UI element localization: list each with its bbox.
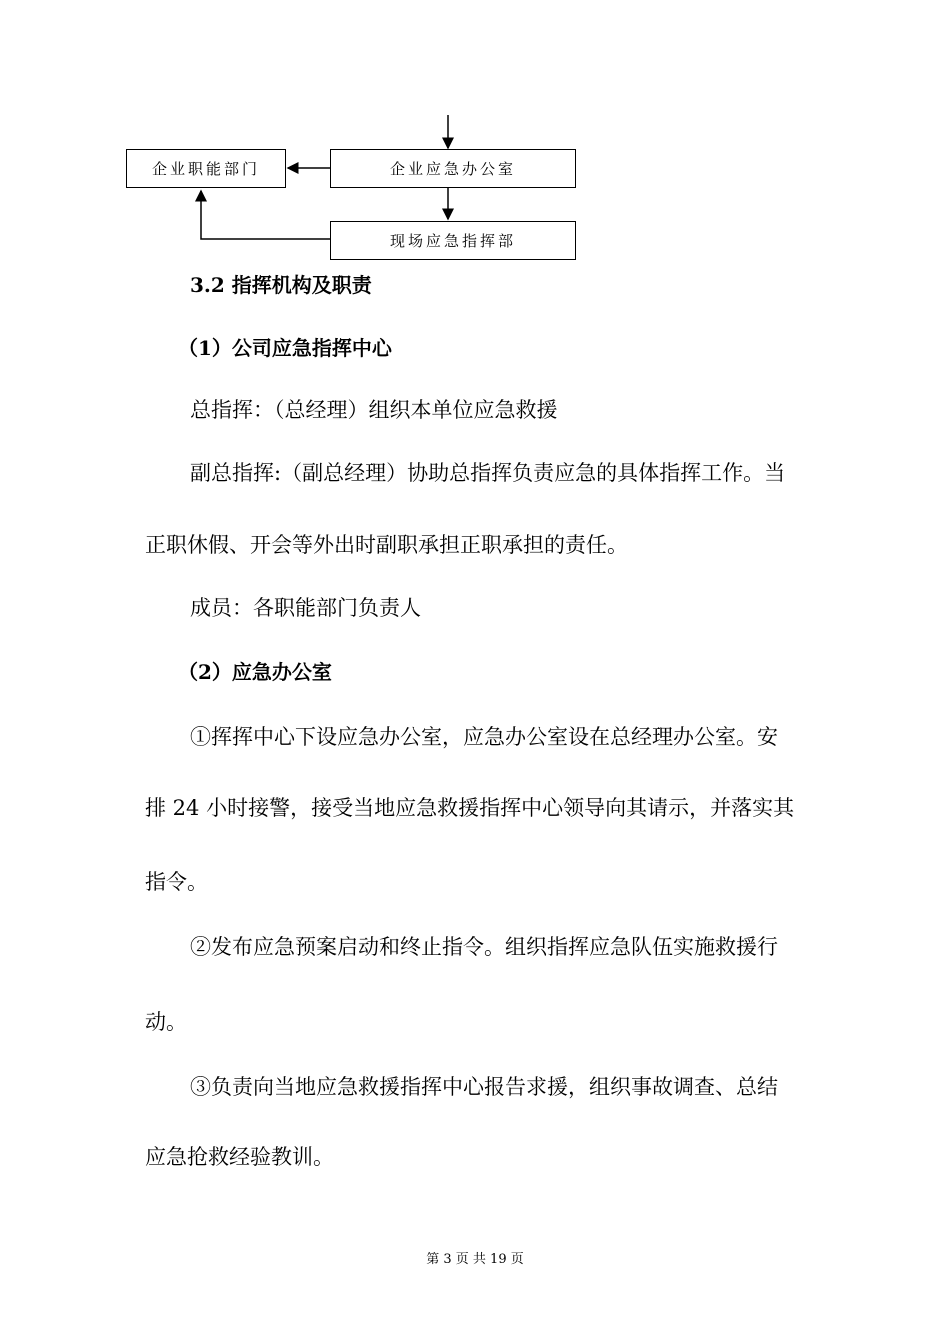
- members-text: 成员：各职能部门负责人: [190, 596, 421, 620]
- deputy-text-line2: 正职休假、开会等外出时副职承担正职承担的责任。: [145, 533, 628, 557]
- deputy-text-line1: 副总指挥:（副总经理）协助总指挥负责应急的具体指挥工作。当: [190, 461, 786, 485]
- subsection-title-2: （2）应急办公室: [178, 660, 332, 684]
- item3-line1: ③负责向当地应急救援指挥中心报告求援，组织事故调查、总结: [190, 1075, 778, 1099]
- box-site-command: 现场应急指挥部: [330, 221, 576, 260]
- item1-line1: ①挥挥中心下设应急办公室，应急办公室设在总经理办公室。安: [190, 725, 778, 749]
- item2-line1: ②发布应急预案启动和终止指令。组织指挥应急队伍实施救援行: [190, 935, 778, 959]
- box-functional-departments: 企业职能部门: [126, 149, 286, 188]
- item1-line2: 排 24 小时接警，接受当地应急救援指挥中心领导向其请示，并落实其: [145, 796, 795, 820]
- commander-text: 总指挥：（总经理）组织本单位应急救援: [190, 398, 558, 422]
- item2-line2: 动。: [145, 1010, 187, 1034]
- item1-line3: 指令。: [145, 870, 208, 894]
- page-footer: 第 3 页 共 19 页: [426, 1252, 524, 1267]
- item3-line2: 应急抢救经验教训。: [145, 1145, 334, 1169]
- arrow-site-to-functional: [201, 191, 330, 239]
- section-title: 3.2 指挥机构及职责: [190, 273, 372, 297]
- box-emergency-office: 企业应急办公室: [330, 149, 576, 188]
- subsection-title-1: （1）公司应急指挥中心: [178, 336, 392, 360]
